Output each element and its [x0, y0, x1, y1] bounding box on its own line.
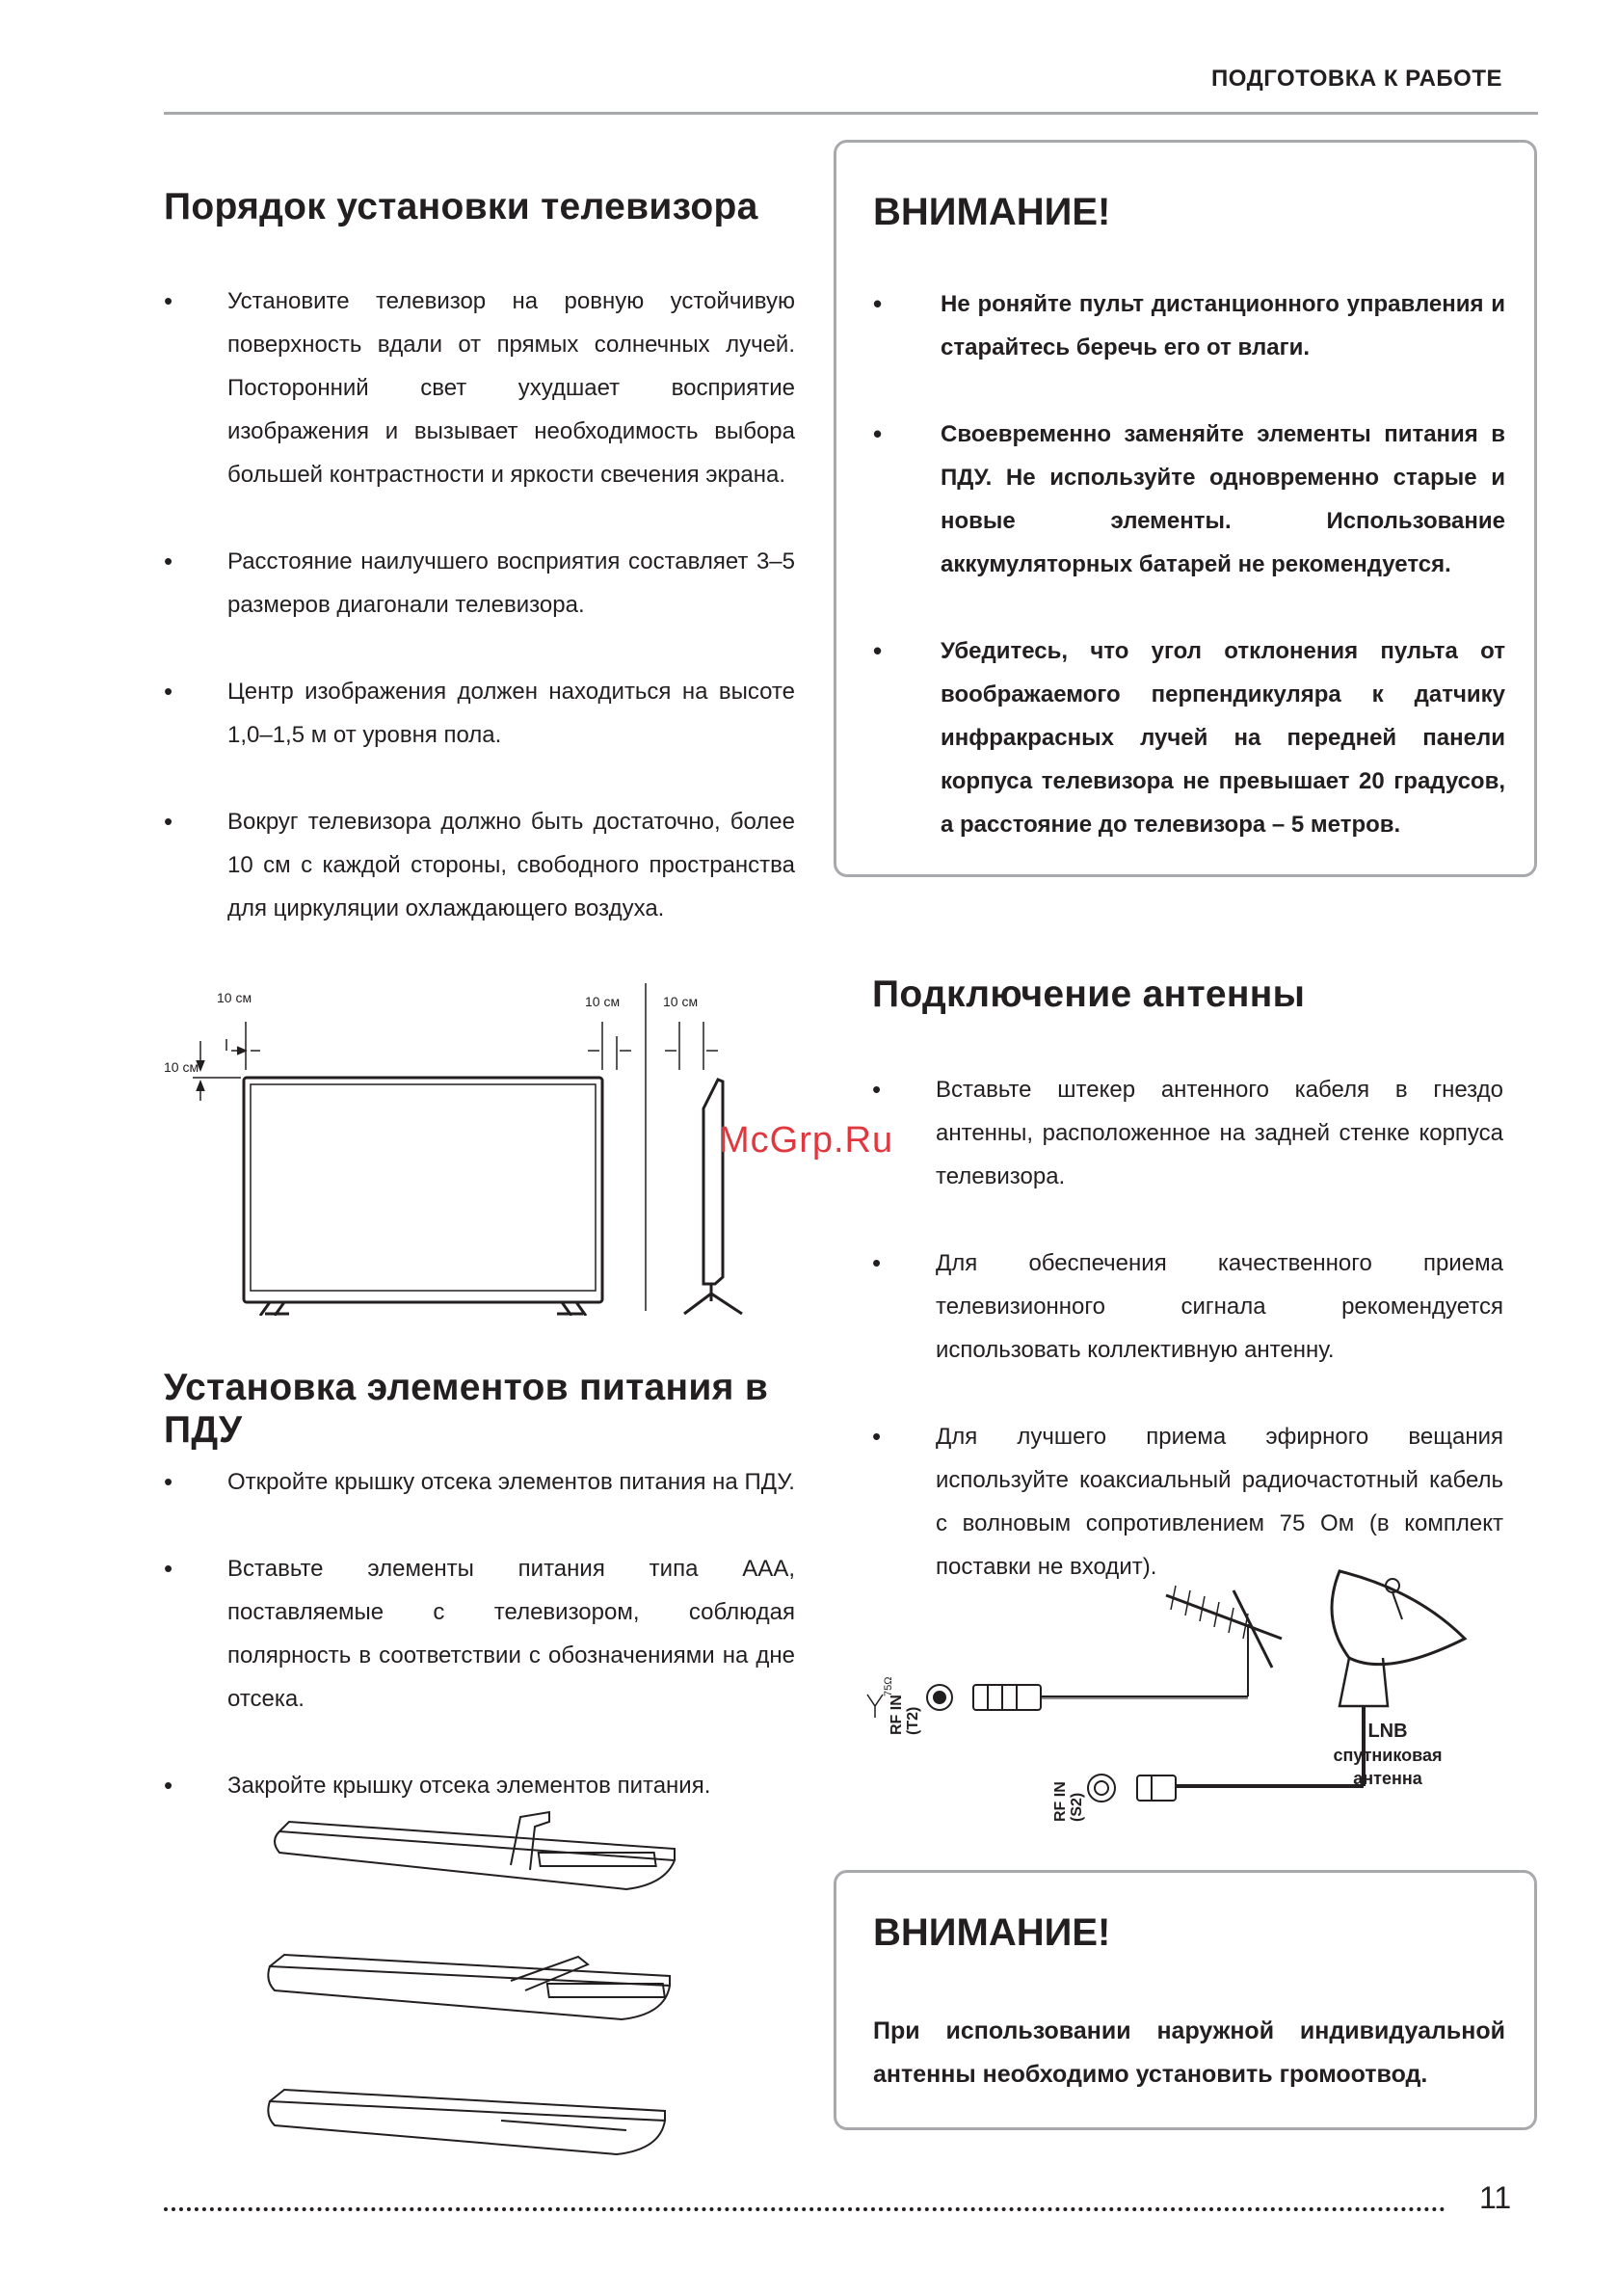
battery-title: Установка элементов питания в ПДУ [164, 1367, 769, 1451]
ohm-label: 75Ω [883, 1676, 894, 1696]
rf-plug-s2 [1137, 1775, 1176, 1801]
rf-s2-sublabel: (S2) [1069, 1792, 1085, 1822]
page-header-title: ПОДГОТОВКА К РАБОТЕ [1211, 66, 1502, 92]
list-item: • Не роняйте пульт дистанционного управления и старайтесь беречь его от влаги. [873, 282, 1505, 369]
rf-t2-label: RF IN [889, 1695, 905, 1735]
page-number: 11 [1479, 2180, 1512, 2215]
list-item: • Убедитесь, что угол отклонения пульта от воображаемого перпендикуляра к датчику инфракрасных лучей на передней панели корпуса телевизора не превышает 20 градусов, а расстояние до телевизора – 5 метров. [873, 629, 1505, 846]
watermark: McGrp.Ru [719, 1120, 894, 1161]
remote-batteries-inserted [268, 1966, 670, 2019]
battery-list [164, 1460, 795, 1807]
tv-side-profile [703, 1080, 723, 1284]
lnb-label-line3: антенна [1353, 1769, 1422, 1788]
clearance-label: 10 см [164, 1059, 199, 1075]
rf-s2-label: RF IN [1052, 1781, 1069, 1822]
list-item: • Для лучшего приема эфирного вещания используйте коаксиальный радиочастотный кабель с волновым сопротивлением 75 Ом (в комплект поставки не входит). [872, 1415, 1503, 1589]
tv-clearance-diagram [154, 983, 809, 1316]
list-item: • Для обеспечения качественного приема телевизионного сигнала рекомендуется использовать коллективную антенну. [872, 1241, 1503, 1372]
list-item: • Вставьте штекер антенного кабеля в гнездо антенны, расположенное на задней стенке корпуса телевизора. [872, 1068, 1503, 1198]
lnb-label-line2: спутниковая [1333, 1746, 1443, 1765]
antenna-boom [1166, 1595, 1282, 1639]
header-divider [164, 112, 1538, 115]
footer-dotted-rule [164, 2207, 1446, 2211]
antenna-list-wrap [872, 1068, 1503, 1632]
tv-front-frame [244, 1078, 602, 1302]
install-section [164, 186, 795, 228]
clearance-label: 10 см [217, 990, 252, 1005]
install-list [164, 280, 795, 930]
antenna-connection-diagram [848, 1552, 1523, 1841]
lnb-label: LNB [1367, 1721, 1408, 1742]
list-item: • Закройте крышку отсека элементов питания. [164, 1764, 795, 1807]
list-item: • Центр изображения должен находиться на высоте 1,0–1,5 м от уровня пола. [164, 670, 795, 757]
antenna-list [872, 1068, 1503, 1589]
list-item: • Расстояние наилучшего восприятия составляет 3–5 размеров диагонали телевизора. [164, 540, 795, 627]
rf-plug-t2 [973, 1685, 1041, 1710]
rf-t2-sublabel: (T2) [905, 1706, 921, 1735]
list-item: • Своевременно заменяйте элементы питания в ПДУ. Не используйте одновременно старые и новые элементы. Использование аккумуляторных батарей не рекомендуется. [873, 413, 1505, 586]
warning-box-lightning [834, 1870, 1537, 2130]
clearance-label: 10 см [585, 994, 621, 1009]
warning-list [873, 282, 1505, 890]
clearance-label: 10 см [663, 994, 699, 1009]
install-title: Порядок установки телевизора [164, 186, 758, 227]
install-list-wrap [164, 280, 795, 974]
warning-text: При использовании наружной индивидуальной антенны необходимо установить громоотвод. [873, 2017, 1505, 2088]
list-item: • Вставьте элементы питания типа ААА, поставляемые с телевизором, соблюдая полярность в соответствии с обозначениями на дне отсека. [164, 1547, 795, 1721]
antenna-section [872, 974, 1503, 1016]
list-item: • Установите телевизор на ровную устойчивую поверхность вдали от прямых солнечных лучей. Посторонний свет ухудшает восприятие изображения и вызывает необходимость выбора большей контрастности и яркости свечения экрана. [164, 280, 795, 496]
remote-open-cover [275, 1831, 675, 1889]
tv-front-screen [251, 1084, 596, 1291]
warning-title: ВНИМАНИЕ! [873, 1911, 1111, 1954]
remote-battery-illustration [260, 1793, 684, 2178]
battery-section [164, 1367, 795, 1452]
warning-title: ВНИМАНИЕ! [873, 191, 1111, 233]
rf-socket-s2 [1088, 1775, 1115, 1802]
warning-box-remote [834, 140, 1537, 877]
antenna-title: Подключение антенны [872, 974, 1306, 1015]
list-item: • Вокруг телевизора должно быть достаточно, более 10 см с каждой стороны, свободного пространства для циркуляции охлаждающего воздуха. [164, 800, 795, 930]
list-item: • Откройте крышку отсека элементов питания на ПДУ. [164, 1460, 795, 1504]
